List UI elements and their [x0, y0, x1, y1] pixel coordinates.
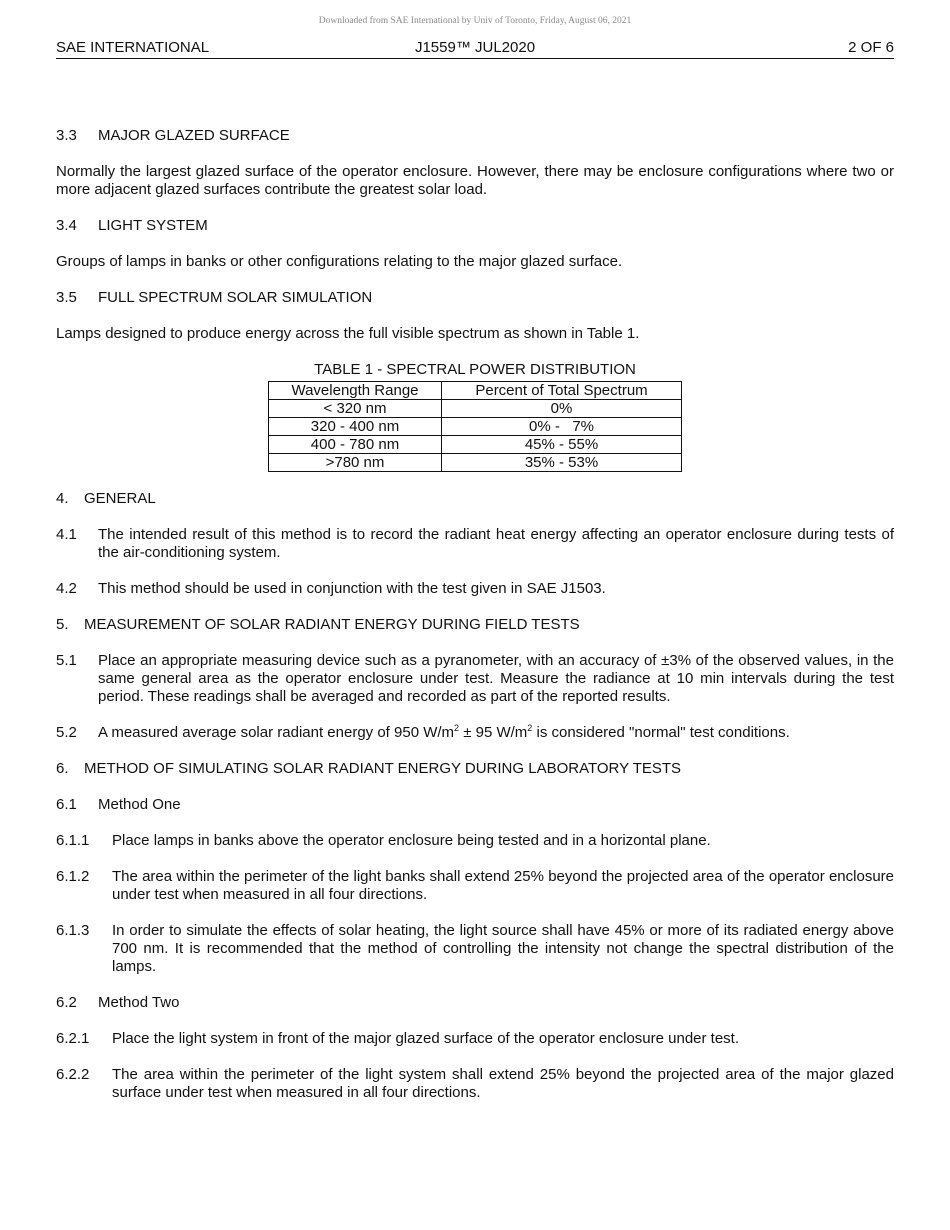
download-watermark: Downloaded from SAE International by Univ of Toronto, Friday, August 06, 2021	[318, 16, 632, 26]
superscript: 2	[454, 723, 460, 733]
section-number: 5.	[56, 616, 69, 633]
document-body	[56, 127, 894, 1102]
table-cell: 0% - 7%	[442, 418, 682, 436]
table-row	[269, 418, 682, 436]
text-fragment: ± 95 W/m	[459, 724, 528, 741]
section-text: This method should be used in conjunction with the test given in SAE J1503.	[98, 580, 606, 597]
table-row	[269, 400, 682, 418]
section-6-1-heading	[56, 796, 894, 814]
section-text: The area within the perimeter of the light system shall extend 25% beyond the projected area of the major glazed surface under test when measured in all four directions.	[112, 1066, 894, 1101]
table-cell: >780 nm	[269, 454, 442, 472]
section-number: 3.3	[56, 127, 77, 144]
section-number: 6.2.2	[56, 1066, 90, 1083]
section-text: Place an appropriate measuring device such as a pyranometer, with an accuracy of ±3% of the observed values, in the same general area as the operator enclosure under test. Measure the radiance at 10 min intervals during the test period. These readings shall be averaged and recorded as part of the reported results.	[98, 652, 894, 705]
section-title: METHOD OF SIMULATING SOLAR RADIANT ENERGY DURING LABORATORY TESTS	[84, 760, 682, 777]
section-number: 3.4	[56, 217, 77, 234]
section-3-4-heading	[56, 217, 894, 235]
section-text	[98, 724, 894, 742]
superscript: 2	[527, 723, 533, 733]
page-header	[56, 38, 894, 59]
section-number: 5.2	[56, 724, 77, 741]
section-number: 5.1	[56, 652, 77, 669]
section-3-4-body: Groups of lamps in banks or other configurations relating to the major glazed surface.	[56, 253, 623, 270]
table-cell: 400 - 780 nm	[269, 436, 442, 454]
section-title: Method Two	[98, 994, 180, 1011]
section-4-heading	[56, 490, 894, 508]
section-title: LIGHT SYSTEM	[98, 217, 208, 234]
section-number: 6.1	[56, 796, 77, 813]
table-1-title: TABLE 1 - SPECTRAL POWER DISTRIBUTION	[314, 361, 636, 378]
section-title: Method One	[98, 796, 181, 813]
section-6-1-1	[56, 832, 894, 850]
section-6-1-2	[56, 868, 894, 904]
table-header-cell: Wavelength Range	[269, 382, 442, 400]
table-row	[269, 436, 682, 454]
table-cell: 35% - 53%	[442, 454, 682, 472]
section-title: GENERAL	[84, 490, 156, 507]
section-text: Place the light system in front of the major glazed surface of the operator enclosure under test.	[112, 1030, 740, 1047]
text-fragment: A measured average solar radiant energy of 950 W/m	[98, 724, 455, 741]
section-6-2-2	[56, 1066, 894, 1102]
section-6-heading	[56, 760, 894, 778]
table-cell: 45% - 55%	[442, 436, 682, 454]
section-3-3-heading	[56, 127, 894, 145]
header-organization: SAE INTERNATIONAL	[56, 39, 210, 56]
section-3-5-body: Lamps designed to produce energy across the full visible spectrum as shown in Table 1.	[56, 325, 640, 342]
header-document-id: J1559™ JUL2020	[414, 39, 536, 56]
text-fragment: is considered "normal" test conditions.	[532, 724, 790, 741]
section-3-5-heading	[56, 289, 894, 307]
section-number: 6.2.1	[56, 1030, 90, 1047]
section-text: The intended result of this method is to record the radiant heat energy affecting an operator enclosure during tests of the air-conditioning system.	[98, 526, 894, 561]
section-4-1	[56, 526, 894, 562]
table-header-row	[269, 382, 682, 400]
header-page-number: 2 OF 6	[848, 39, 894, 56]
section-number: 6.2	[56, 994, 77, 1011]
section-number: 4.	[56, 490, 69, 507]
section-text: In order to simulate the effects of solar heating, the light source shall have 45% or more of its radiated energy above 700 nm. It is recommended that the method of controlling the intensity not change the spectral distribution of the lamps.	[112, 922, 894, 975]
section-5-1	[56, 652, 894, 706]
section-5-heading	[56, 616, 894, 634]
section-6-2-heading	[56, 994, 894, 1012]
section-5-2	[56, 724, 894, 742]
section-text: Place lamps in banks above the operator enclosure being tested and in a horizontal plane.	[112, 832, 711, 849]
table-row	[269, 454, 682, 472]
section-number: 4.2	[56, 580, 77, 597]
section-6-2-1	[56, 1030, 894, 1048]
section-number: 4.1	[56, 526, 77, 543]
table-header-cell: Percent of Total Spectrum	[442, 382, 682, 400]
section-number: 6.1.1	[56, 832, 90, 849]
section-3-3-body: Normally the largest glazed surface of the operator enclosure. However, there may be enclosure configurations where two or more adjacent glazed surfaces contribute the greatest solar load.	[56, 163, 894, 198]
section-number: 3.5	[56, 289, 77, 306]
section-text: The area within the perimeter of the light banks shall extend 25% beyond the projected area of the operator enclosure under test when measured in all four directions.	[112, 868, 894, 903]
section-number: 6.1.3	[56, 922, 90, 939]
section-6-1-3	[56, 922, 894, 976]
section-number: 6.1.2	[56, 868, 90, 885]
table-cell: 320 - 400 nm	[269, 418, 442, 436]
section-title: MEASUREMENT OF SOLAR RADIANT ENERGY DURING FIELD TESTS	[84, 616, 580, 633]
section-title: MAJOR GLAZED SURFACE	[98, 127, 290, 144]
section-number: 6.	[56, 760, 69, 777]
table-cell: < 320 nm	[269, 400, 442, 418]
section-title: FULL SPECTRUM SOLAR SIMULATION	[98, 289, 373, 306]
spectral-power-table	[268, 381, 682, 472]
table-cell: 0%	[442, 400, 682, 418]
section-4-2	[56, 580, 894, 598]
